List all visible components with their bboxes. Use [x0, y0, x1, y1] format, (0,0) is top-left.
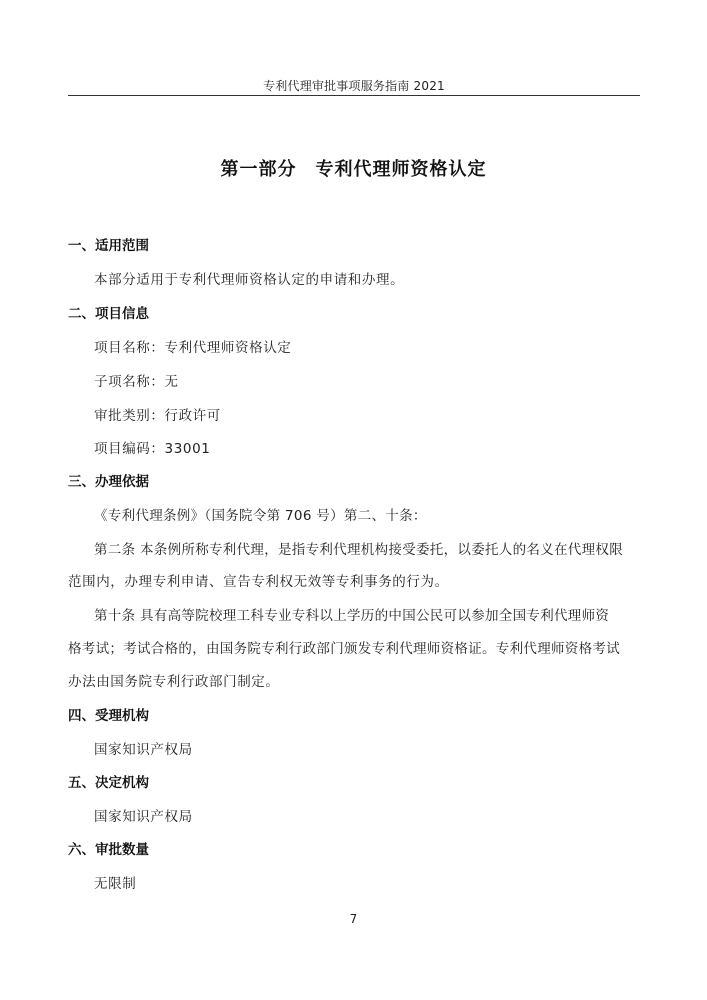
section-heading-approval-quantity: 六、审批数量 [68, 842, 149, 858]
article-2-line-1: 第二条 本条例所称专利代理，是指专利代理机构接受委托，以委托人的名义在代理权限 [94, 542, 623, 558]
section-heading-legal-basis: 三、办理依据 [68, 474, 149, 490]
scope-text: 本部分适用于专利代理师资格认定的申请和办理。 [94, 272, 405, 288]
article-10-line-3: 办法由国务院专利行政部门制定。 [68, 674, 280, 690]
page-title: 第一部分 专利代理师资格认定 [220, 159, 487, 180]
sub-item-name-line: 子项名称：无 [94, 374, 179, 390]
project-code-line: 项目编码：33001 [94, 441, 211, 457]
project-name-line: 项目名称：专利代理师资格认定 [94, 340, 292, 356]
section-heading-accepting-agency: 四、受理机构 [68, 708, 149, 724]
legal-basis-intro: 《专利代理条例》（国务院令第 706 号）第二、十条： [94, 508, 427, 524]
running-header: 专利代理审批事项服务指南 2021 [263, 79, 445, 93]
section-heading-decision-agency: 五、决定机构 [68, 775, 149, 791]
page-number: 7 [349, 912, 358, 926]
approval-category-line: 审批类别：行政许可 [94, 408, 221, 424]
accepting-agency-text: 国家知识产权局 [94, 742, 193, 758]
decision-agency-text: 国家知识产权局 [94, 809, 193, 825]
article-2-line-2: 范围内，办理专利申请、宣告专利权无效等专利事务的行为。 [68, 574, 449, 590]
article-10-line-2: 格考试；考试合格的，由国务院专利行政部门颁发专利代理师资格证。专利代理师资格考试 [68, 641, 620, 657]
section-heading-scope: 一、适用范围 [68, 238, 149, 254]
article-10-line-1: 第十条 具有高等院校理工科专业专科以上学历的中国公民可以参加全国专利代理师资 [94, 608, 610, 624]
section-heading-project-info: 二、项目信息 [68, 306, 149, 322]
approval-quantity-text: 无限制 [94, 876, 137, 892]
header-divider [68, 95, 640, 96]
